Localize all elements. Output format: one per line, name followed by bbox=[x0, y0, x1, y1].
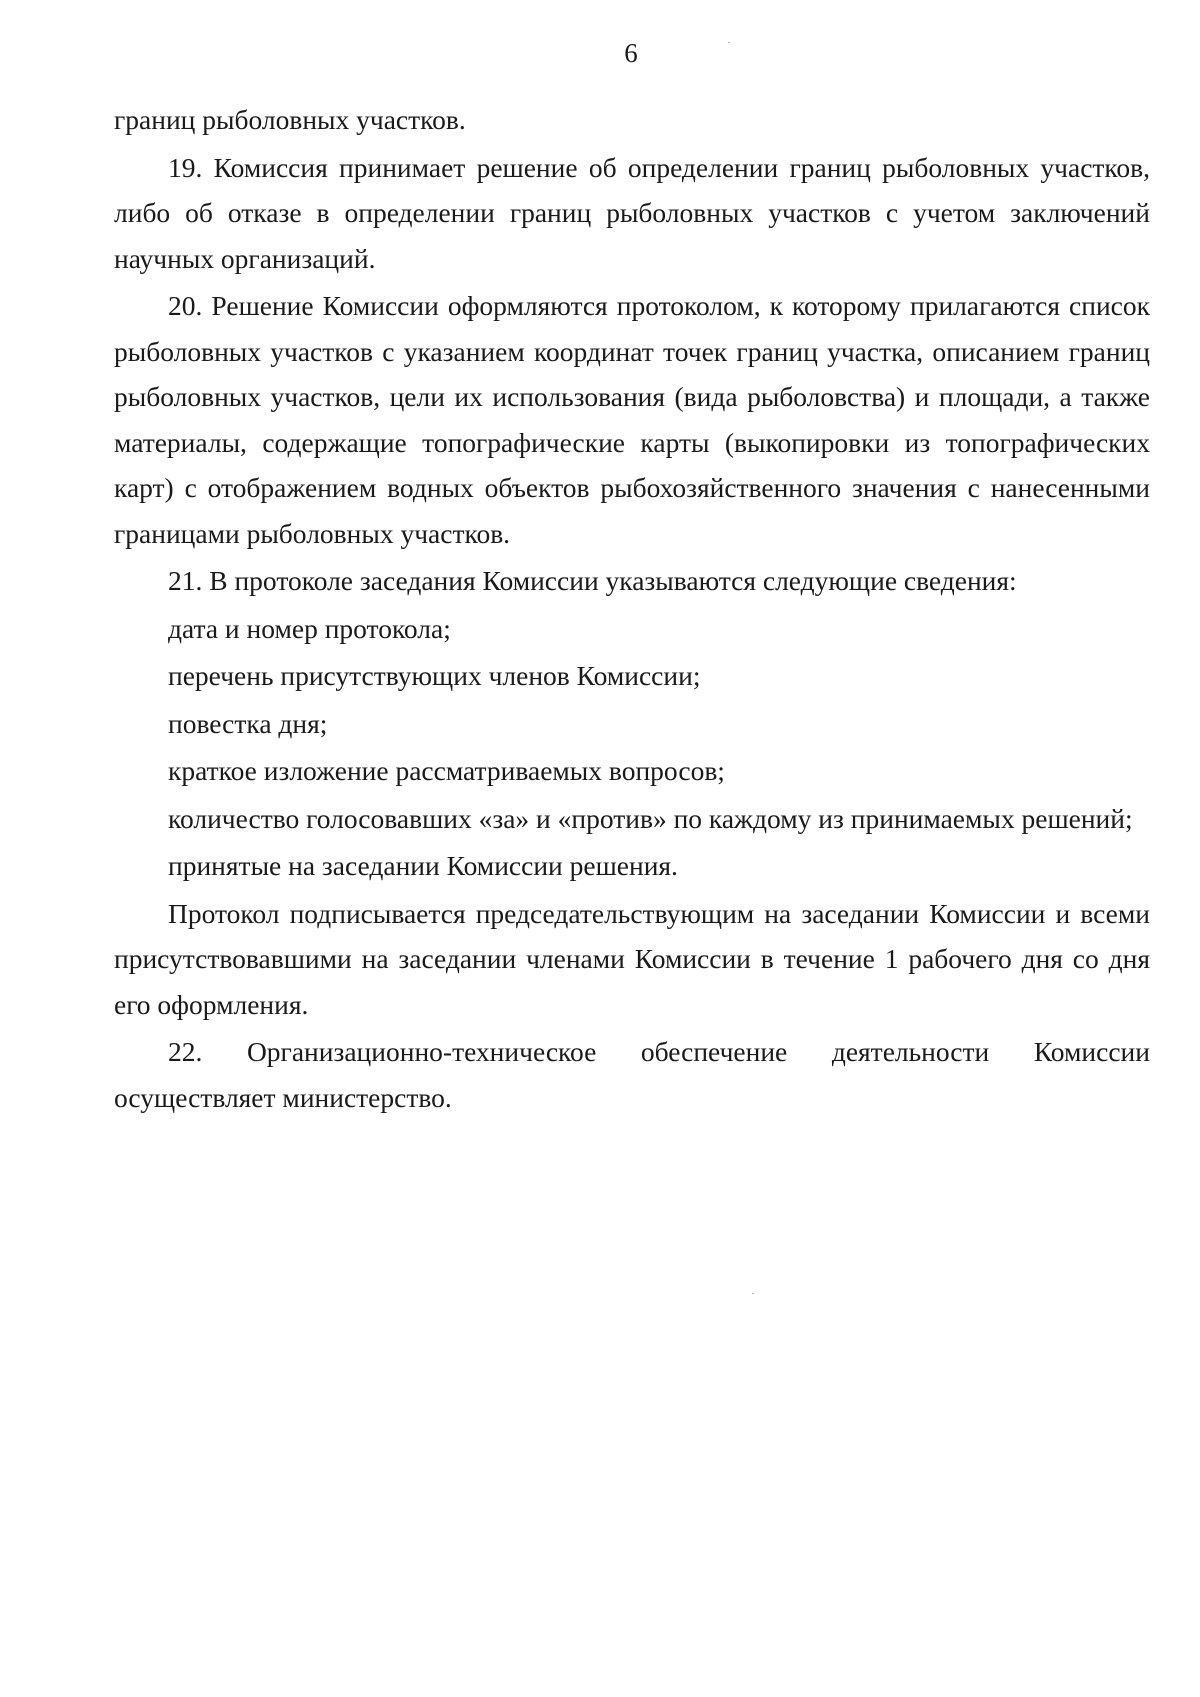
paragraph-item-22-end: осуществляет министерство. bbox=[114, 1081, 452, 1113]
list-item-agenda: повестка дня; bbox=[168, 707, 328, 739]
page-number: 6 bbox=[624, 38, 638, 68]
paragraph-item-20: 20. Решение Комиссии оформляются протоколом, к которому прилагаются список рыболовных участков с указанием координат точек границ участка, описанием границ рыболовных участков, цели их использования (вида рыболовства) и площади, а также материалы, содержащие топографические карты (выкопировки из топографических карт) с отображением водных объектов рыбохозяйственного значения с нанесенными границами рыболовных участков. bbox=[114, 290, 1150, 549]
list-item-votes: количество голосовавших «за» и «против» по каждому из принимаемых решений; bbox=[168, 802, 1133, 834]
paragraph-item-19: 19. Комиссия принимает решение об определении границ рыболовных участков, либо об отказе в определении границ рыболовных участков с учетом заключений научных организаций. bbox=[114, 151, 1150, 274]
paragraph-continuation: границ рыболовных участков. bbox=[114, 104, 466, 135]
paragraph-item-21: 21. В протоколе заседания Комиссии указываются следующие сведения: bbox=[168, 565, 1017, 596]
list-item-decisions: принятые на заседании Комиссии решения. bbox=[168, 850, 678, 881]
document-body bbox=[114, 97, 1150, 1120]
paragraph-protocol-signing: Протокол подписывается председательствующим на заседании Комиссии и всеми присутствовавшими на заседании членами Комиссии в течение 1 рабочего дня со дня его оформления. bbox=[114, 897, 1150, 1020]
scan-speck bbox=[728, 42, 730, 43]
list-item-summary: краткое изложение рассматриваемых вопросов; bbox=[168, 755, 725, 786]
scan-speck bbox=[752, 1293, 754, 1294]
paragraph-item-22: 22. Организационно-техническое обеспечение деятельности Комиссии bbox=[168, 1036, 1150, 1067]
list-item-members: перечень присутствующих членов Комиссии; bbox=[168, 660, 701, 691]
list-item-date-number: дата и номер протокола; bbox=[168, 612, 451, 644]
